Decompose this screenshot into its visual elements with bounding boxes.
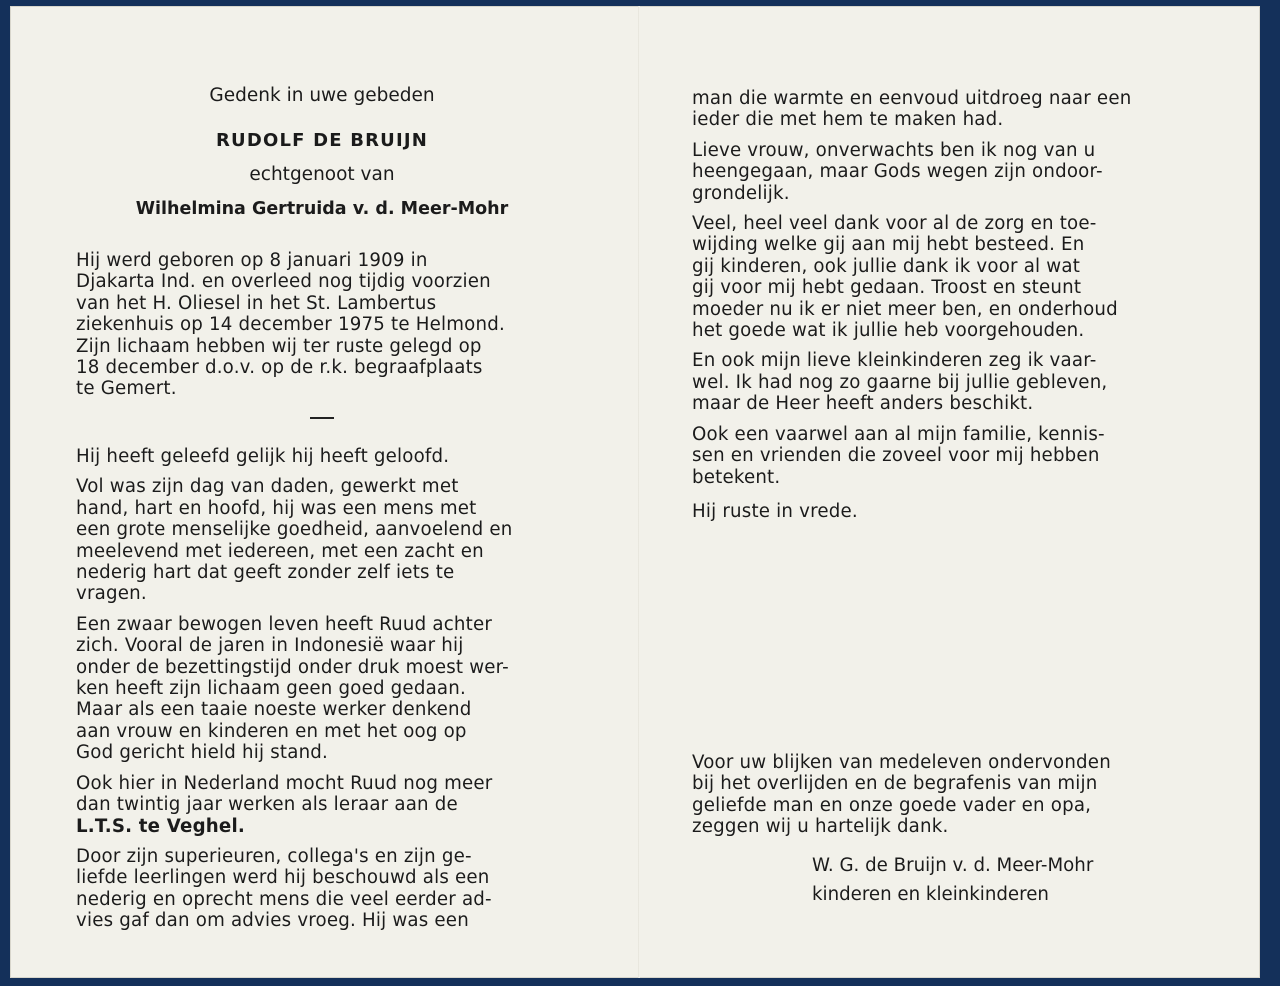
signature-family: kinderen en kleinkinderen xyxy=(812,884,1049,905)
text-line: grondelijk. xyxy=(692,182,790,204)
text-line: maar de Heer heeft anders beschikt. xyxy=(692,393,1034,415)
farewell-text xyxy=(692,88,1182,522)
text-line: moeder nu ik er niet meer ben, en onderhoud xyxy=(692,298,1118,320)
biography xyxy=(76,250,568,400)
text-line: zich. Vooral de jaren in Indonesië waar hij xyxy=(76,635,464,657)
bio-line: Hij werd geboren op 8 januari 1909 in xyxy=(76,250,428,271)
text-line: betekent. xyxy=(692,466,781,488)
text-line: nederig en oprecht mens die veel eerder ad- xyxy=(76,888,492,910)
bio-line: Djakarta Ind. en overleed nog tijdig voorzien xyxy=(76,271,491,293)
text-line: meelevend met iedereen, met een zacht en xyxy=(76,540,484,562)
text-line: onder de bezettingstijd onder druk moest wer- xyxy=(76,656,509,678)
text-line: God gericht hield hij stand. xyxy=(76,742,329,764)
text-line: nederig hart dat geeft zonder zelf iets te xyxy=(76,562,455,584)
text-line: gij kinderen, ook jullie dank ik voor al wat xyxy=(692,255,1081,277)
spouse-name: Wilhelmina Gertruida v. d. Meer-Mohr xyxy=(135,199,509,219)
text-line: Hij heeft geleefd gelijk hij heeft geloofd. xyxy=(76,446,450,467)
text-line: aan vrouw en kinderen en met het oog op xyxy=(76,720,467,742)
text-line: man die warmte en eenvoud uitdroeg naar een xyxy=(692,88,1132,109)
text-line: sen en vrienden die zoveel voor mij hebben xyxy=(692,445,1100,467)
memorial-card xyxy=(10,6,1260,978)
text-line: Voor uw blijken van medeleven ondervonden xyxy=(692,752,1111,773)
thanks-text xyxy=(692,752,1182,838)
text-line: vragen. xyxy=(76,583,147,605)
text-line: wel. Ik had nog zo gaarne bij jullie gebleven, xyxy=(692,371,1108,393)
text-line: Een zwaar bewogen leven heeft Ruud achter xyxy=(76,613,493,635)
text-line: Veel, heel veel dank voor al de zorg en toe- xyxy=(692,213,1097,235)
signature-block xyxy=(812,851,1093,909)
intro-line: Gedenk in uwe gebeden xyxy=(209,85,435,106)
text-line: geliefde man en onze goede vader en opa, xyxy=(692,794,1092,816)
text-line: ken heeft zijn lichaam geen goed gedaan. xyxy=(76,678,466,700)
text-line: vies gaf dan om advies vroeg. Hij was een xyxy=(76,910,469,932)
text-line: Lieve vrouw, onverwachts ben ik nog van u xyxy=(692,139,1096,161)
text-line: een grote menselijke goedheid, aanvoelend en xyxy=(76,519,513,541)
separator xyxy=(76,417,568,419)
text-line: dan twintig jaar werken als leraar aan de xyxy=(76,794,458,816)
text-line: gij voor mij hebt gedaan. Troost en steunt xyxy=(692,277,1082,299)
text-line: Door zijn superieuren, collega's en zijn ge- xyxy=(76,845,472,867)
relation-line: echtgenoot van xyxy=(249,164,395,185)
bio-line: Zijn lichaam hebben wij ter ruste gelegd op xyxy=(76,335,482,357)
text-line: wijding welke gij aan mij hebt besteed. En xyxy=(692,234,1085,256)
text-line: zeggen wij u hartelijk dank. xyxy=(692,816,949,838)
text-line: heengegaan, maar Gods wegen zijn ondoor- xyxy=(692,161,1103,183)
text-line: hand, hart en hoofd, hij was een mens met xyxy=(76,497,477,519)
text-line: Ook een vaarwel aan al mijn familie, kennis- xyxy=(692,423,1105,445)
bio-line: ziekenhuis op 14 december 1975 te Helmond. xyxy=(76,314,505,336)
text-line: ieder die met hem te maken had. xyxy=(692,109,1004,131)
text-line: Ook hier in Nederland mocht Ruud nog meer xyxy=(76,772,493,794)
closing-line: Hij ruste in vrede. xyxy=(692,500,858,522)
text-line: En ook mijn lieve kleinkinderen zeg ik vaar- xyxy=(692,350,1097,372)
text-line: Vol was zijn dag van daden, gewerkt met xyxy=(76,476,459,498)
text-line: liefde leerlingen werd hij beschouwd als een xyxy=(76,867,490,889)
bio-line: te Gemert. xyxy=(76,378,177,400)
deceased-name: RUDOLF DE BRUIJN xyxy=(215,130,429,151)
signature: W. G. de Bruijn v. d. Meer-Mohr xyxy=(812,855,1094,876)
life-text xyxy=(76,446,568,932)
bio-line: van het H. Oliesel in het St. Lambertus xyxy=(76,292,437,314)
bio-line: 18 december d.o.v. op de r.k. begraafplaats xyxy=(76,357,483,379)
text-line: het goede wat ik jullie heb voorgehouden. xyxy=(692,320,1085,342)
text-line: L.T.S. te Veghel. xyxy=(76,815,246,837)
text-line: bij het overlijden en de begrafenis van mijn xyxy=(692,773,1098,795)
text-line: Maar als een taaie noeste werker denkend xyxy=(76,699,472,721)
card-fold xyxy=(638,6,640,978)
